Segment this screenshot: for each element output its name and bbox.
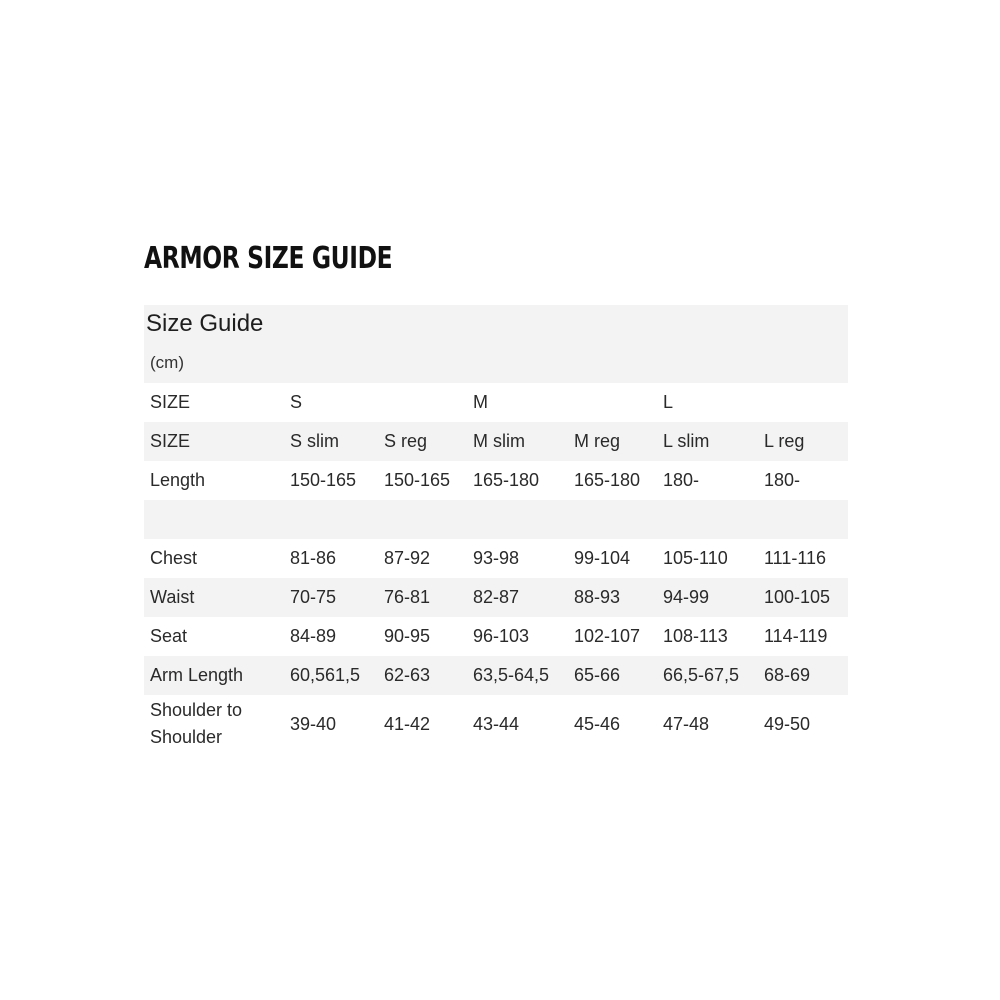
- table-row-shoulder: [144, 695, 848, 753]
- table-cell: 180-: [657, 461, 758, 500]
- table-cell: 45-46: [568, 695, 657, 753]
- table-cell: 180-: [758, 461, 848, 500]
- row-label: Shoulder to Shoulder: [144, 695, 284, 753]
- table-cell: 49-50: [758, 695, 848, 753]
- row-label: Chest: [144, 539, 284, 578]
- table-cell: 60,561,5: [284, 656, 378, 695]
- size-variant-cell: S reg: [378, 422, 467, 461]
- table-cell: 39-40: [284, 695, 378, 753]
- table-cell: 105-110: [657, 539, 758, 578]
- table-row-waist: [144, 578, 848, 617]
- table-cell: 90-95: [378, 617, 467, 656]
- table-heading-row: [144, 305, 848, 343]
- table-cell: 93-98: [467, 539, 568, 578]
- table-cell: 87-92: [378, 539, 467, 578]
- row-label: Arm Length: [144, 656, 284, 695]
- table-cell: 68-69: [758, 656, 848, 695]
- table-cell: 165-180: [568, 461, 657, 500]
- empty-cell: [144, 500, 848, 539]
- page-title: ARMOR SIZE GUIDE: [144, 241, 393, 276]
- size-group-cell: S: [284, 383, 467, 422]
- unit-label: (cm): [144, 343, 848, 383]
- table-cell: 84-89: [284, 617, 378, 656]
- table-cell: 102-107: [568, 617, 657, 656]
- size-variant-cell: L slim: [657, 422, 758, 461]
- row-label: SIZE: [144, 422, 284, 461]
- table-spacer-row: [144, 500, 848, 539]
- table-cell: 41-42: [378, 695, 467, 753]
- size-group-row: [144, 383, 848, 422]
- table-cell: 100-105: [758, 578, 848, 617]
- table-heading: Size Guide: [144, 305, 848, 343]
- table-row-arm-length: [144, 656, 848, 695]
- table-cell: 150-165: [378, 461, 467, 500]
- table-cell: 96-103: [467, 617, 568, 656]
- table-cell: 108-113: [657, 617, 758, 656]
- table-cell: 47-48: [657, 695, 758, 753]
- table-row-chest: [144, 539, 848, 578]
- table-cell: 76-81: [378, 578, 467, 617]
- row-label: Waist: [144, 578, 284, 617]
- size-variant-cell: M reg: [568, 422, 657, 461]
- table-cell: 88-93: [568, 578, 657, 617]
- table-cell: 165-180: [467, 461, 568, 500]
- row-label: SIZE: [144, 383, 284, 422]
- table-cell: 81-86: [284, 539, 378, 578]
- row-label: Seat: [144, 617, 284, 656]
- table-cell: 65-66: [568, 656, 657, 695]
- size-variant-cell: M slim: [467, 422, 568, 461]
- table-cell: 150-165: [284, 461, 378, 500]
- table-cell: 94-99: [657, 578, 758, 617]
- table-row-length: [144, 461, 848, 500]
- size-guide-table: [144, 305, 848, 753]
- table-cell: 43-44: [467, 695, 568, 753]
- size-group-cell: M: [467, 383, 657, 422]
- table-cell: 62-63: [378, 656, 467, 695]
- table-cell: 70-75: [284, 578, 378, 617]
- table-cell: 66,5-67,5: [657, 656, 758, 695]
- table-row-seat: [144, 617, 848, 656]
- table-cell: 114-119: [758, 617, 848, 656]
- size-variant-row: [144, 422, 848, 461]
- table-cell: 63,5-64,5: [467, 656, 568, 695]
- size-group-cell: L: [657, 383, 848, 422]
- unit-row: [144, 343, 848, 383]
- table-cell: 82-87: [467, 578, 568, 617]
- size-variant-cell: L reg: [758, 422, 848, 461]
- size-variant-cell: S slim: [284, 422, 378, 461]
- table-cell: 111-116: [758, 539, 848, 578]
- table-cell: 99-104: [568, 539, 657, 578]
- row-label: Length: [144, 461, 284, 500]
